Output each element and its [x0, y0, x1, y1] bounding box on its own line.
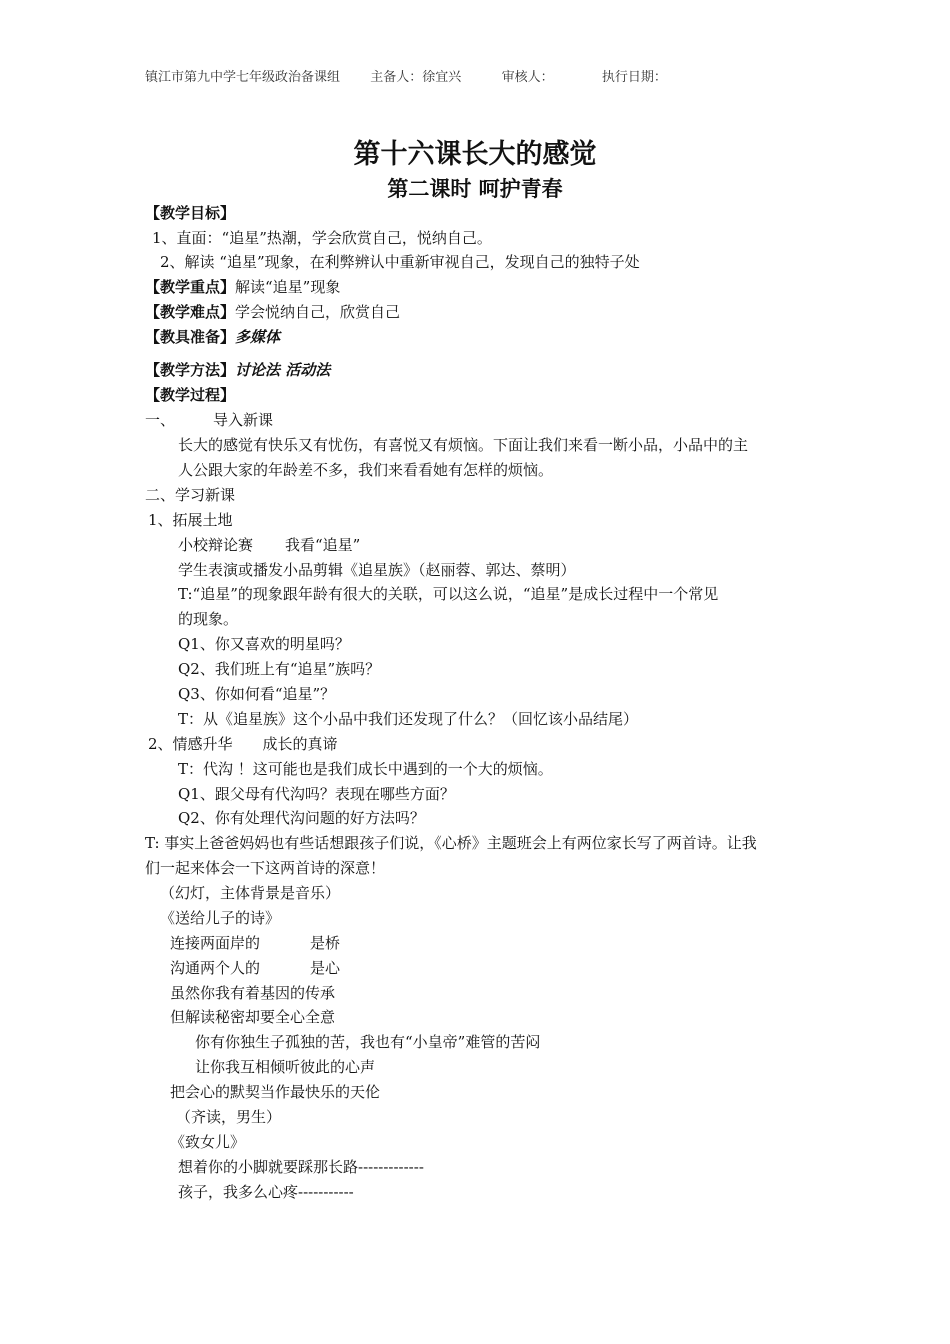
section1-title: 导入新课 — [213, 411, 274, 429]
goal-item-2: 2、解读 “追星”现象，在利弊辨认中重新审视自己，发现自己的独特子处 — [160, 253, 640, 271]
question-1: Q1、你又喜欢的明星吗？ — [178, 635, 350, 653]
part2-teacher-line-2b: 们一起来体会一下这两首诗的深意！ — [145, 859, 386, 877]
debate-topic: 我看“追星” — [285, 536, 361, 554]
poem1-line-5: 你有你独生子孤独的苦，我也有“小皇帝”难管的苦闷 — [195, 1033, 541, 1051]
poem1-line-4: 但解读秘密却要全心全意 — [170, 1008, 336, 1026]
section1-para-line2: 人公跟大家的年龄差不多，我们来看看她有怎样的烦恼。 — [178, 461, 554, 479]
poem1-line-2b: 是心 — [310, 959, 341, 977]
part2-title — [148, 734, 338, 754]
part2-title-b: 成长的真谛 — [262, 735, 338, 753]
slide-note: （幻灯，主体背景是音乐） — [160, 884, 341, 902]
poem1-line-1 — [170, 933, 340, 953]
part1-title: 1、拓展土地 — [148, 511, 233, 529]
part2-teacher-line: T：代沟 ！这可能也是我们成长中遇到的一个大的烦恼。 — [178, 760, 553, 778]
question-3: Q3、你如何看“追星”？ — [178, 685, 336, 703]
poem1-line-2a: 沟通两个人的 — [170, 959, 261, 977]
goals-label: 【教学目标】 — [145, 204, 236, 222]
lesson-subtitle: 第二课时 呵护青春 — [387, 177, 563, 201]
focus-text: 解读“追星”现象 — [235, 278, 341, 296]
poem1-reading-note: （齐读，男生） — [176, 1108, 282, 1126]
part2-question-2: Q2、你有处理代沟问题的好方法吗？ — [178, 809, 425, 827]
page-header — [145, 66, 667, 85]
question-2: Q2、我们班上有“追星”族吗？ — [178, 660, 381, 678]
header-reviewer: 审核人： — [501, 70, 554, 85]
poem1-line-3: 虽然你我有着基因的传承 — [170, 984, 336, 1002]
poem1-line-7: 把会心的默契当作最快乐的天伦 — [170, 1083, 381, 1101]
tools-label: 【教具准备】 — [145, 328, 236, 346]
methods-label: 【教学方法】 — [145, 361, 236, 379]
poem2-line-1: 想着你的小脚就要踩那长路------------- — [178, 1158, 424, 1176]
methods-line — [145, 360, 330, 380]
section1-heading — [145, 410, 273, 430]
difficulty-line — [145, 302, 400, 322]
part2-title-a: 2、情感升华 — [148, 735, 233, 753]
section2-title: 二、学习新课 — [145, 486, 236, 504]
process-label: 【教学过程】 — [145, 386, 236, 404]
header-date: 执行日期： — [601, 70, 667, 85]
section1-number: 一、 — [145, 411, 176, 429]
poem1-line-6: 让你我互相倾听彼此的心声 — [195, 1058, 376, 1076]
poem1-line-1a: 连接两面岸的 — [170, 934, 261, 952]
goal-item-1: 1、直面：“追星”热潮，学会欣赏自己，悦纳自己。 — [152, 229, 492, 247]
debate-line — [178, 535, 360, 555]
focus-label: 【教学重点】 — [145, 278, 236, 296]
poem1-line-1b: 是桥 — [310, 934, 341, 952]
focus-line — [145, 277, 340, 297]
teacher-line-1b: 的现象。 — [178, 610, 239, 628]
section1-para-line1: 长大的感觉有快乐又有忧伤，有喜悦又有烦恼。下面让我们来看一断小品，小品中的主 — [178, 436, 749, 454]
part2-teacher-line-2a: T: 事实上爸爸妈妈也有些话想跟孩子们说，《心桥》主题班会上有两位家长写了两首诗。让我 — [145, 834, 757, 852]
poem1-line-2 — [170, 958, 340, 978]
teacher-line-1a: T:“追星”的现象跟年龄有很大的关联，可以这么说，“追星”是成长过程中一个常见 — [178, 585, 719, 603]
debate-name: 小校辩论赛 — [178, 536, 254, 554]
poem1-title: 《送给儿子的诗》 — [160, 909, 281, 927]
part2-question-1: Q1、跟父母有代沟吗？表现在哪些方面？ — [178, 785, 455, 803]
tools-text: 多媒体 — [235, 328, 281, 346]
perform-line: 学生表演或播发小品剪辑《追星族》（赵丽蓉、郭达、蔡明） — [178, 561, 576, 579]
lesson-title: 第十六课长大的感觉 — [353, 139, 597, 170]
header-school: 镇江市第九中学七年级政治备课组 — [145, 70, 341, 85]
difficulty-label: 【教学难点】 — [145, 303, 236, 321]
poem2-line-2: 孩子，我多么心疼----------- — [178, 1183, 354, 1201]
header-preparer: 主备人：徐宜兴 — [370, 70, 462, 85]
methods-text: 讨论法 活动法 — [235, 361, 331, 379]
teacher-line-end: T：从《追星族》这个小品中我们还发现了什么？（回忆该小品结尾） — [178, 710, 639, 728]
poem2-title: 《致女儿》 — [170, 1133, 246, 1151]
difficulty-text: 学会悦纳自己，欣赏自己 — [235, 303, 401, 321]
tools-line — [145, 327, 280, 347]
